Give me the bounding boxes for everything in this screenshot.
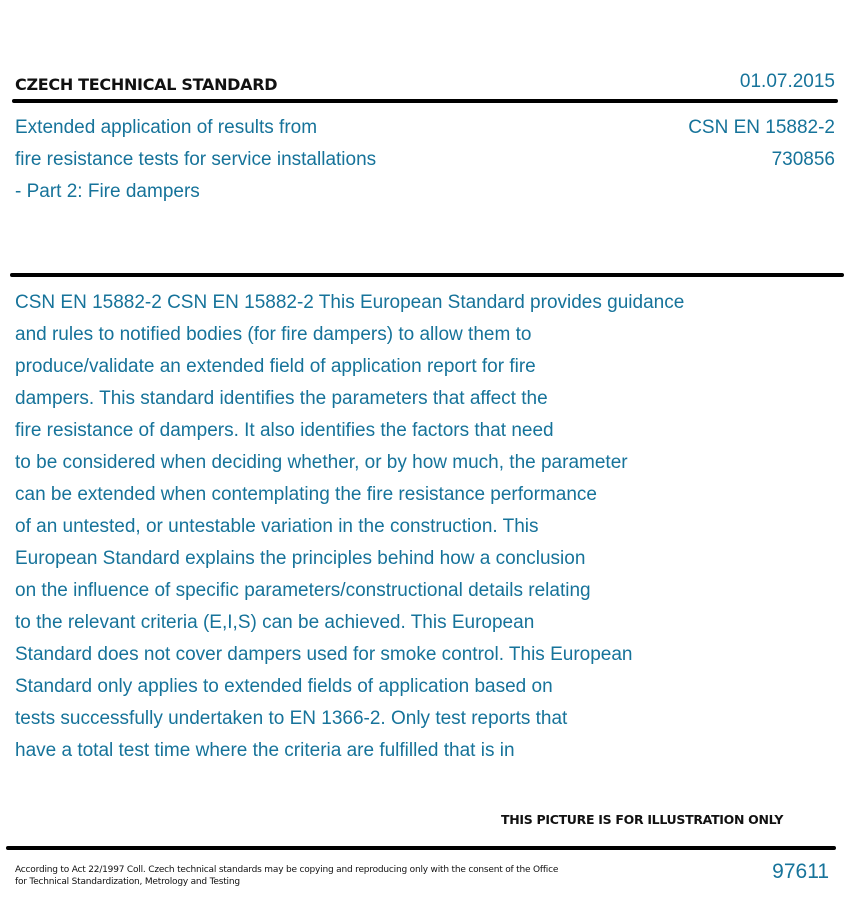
abstract-line: fire resistance of dampers. It also identifies the factors that need <box>15 420 554 441</box>
abstract-line: Standard only applies to extended fields of application based on <box>15 676 553 697</box>
title-line-2: fire resistance tests for service installations <box>15 149 377 170</box>
abstract-line: and rules to notified bodies (for fire dampers) to allow them to <box>15 324 532 345</box>
title-divider <box>10 273 844 277</box>
legal-notice-line-1: According to Act 22/1997 Coll. Czech technical standards may be copying and reproducing only with the consent of the Office <box>15 865 559 875</box>
abstract-line: can be extended when contemplating the fire resistance performance <box>15 484 597 505</box>
footer-divider <box>6 846 836 850</box>
class-number: 730856 <box>771 149 835 170</box>
title-line-3: - Part 2: Fire dampers <box>15 181 200 202</box>
title-line-1: Extended application of results from <box>15 117 318 138</box>
legal-notice-line-2: for Technical Standardization, Metrology and Testing <box>15 877 240 887</box>
standard-code: CSN EN 15882-2 <box>688 117 835 138</box>
abstract-line: to the relevant criteria (E,I,S) can be achieved. This European <box>15 612 535 633</box>
abstract-line: of an untested, or untestable variation in the construction. This <box>15 516 539 537</box>
abstract-line: have a total test time where the criteria are fulfilled that is in <box>15 740 515 761</box>
illustration-notice: THIS PICTURE IS FOR ILLUSTRATION ONLY <box>501 812 784 827</box>
publication-date: 01.07.2015 <box>739 71 835 92</box>
abstract-line: dampers. This standard identifies the parameters that affect the <box>15 388 548 409</box>
header-divider <box>12 99 838 103</box>
abstract-line: on the influence of specific parameters/constructional details relating <box>15 580 591 601</box>
abstract-line: tests successfully undertaken to EN 1366-2. Only test reports that <box>15 708 568 729</box>
abstract-line: European Standard explains the principles behind how a conclusion <box>15 548 586 569</box>
abstract-line: produce/validate an extended field of application report for fire <box>15 356 536 377</box>
abstract-line: CSN EN 15882-2 CSN EN 15882-2 This European Standard provides guidance <box>15 292 685 313</box>
document-type-label: CZECH TECHNICAL STANDARD <box>15 75 278 94</box>
abstract-line: Standard does not cover dampers used for smoke control. This European <box>15 644 633 665</box>
catalog-number: 97611 <box>772 860 829 883</box>
abstract-line: to be considered when deciding whether, or by how much, the parameter <box>15 452 628 473</box>
